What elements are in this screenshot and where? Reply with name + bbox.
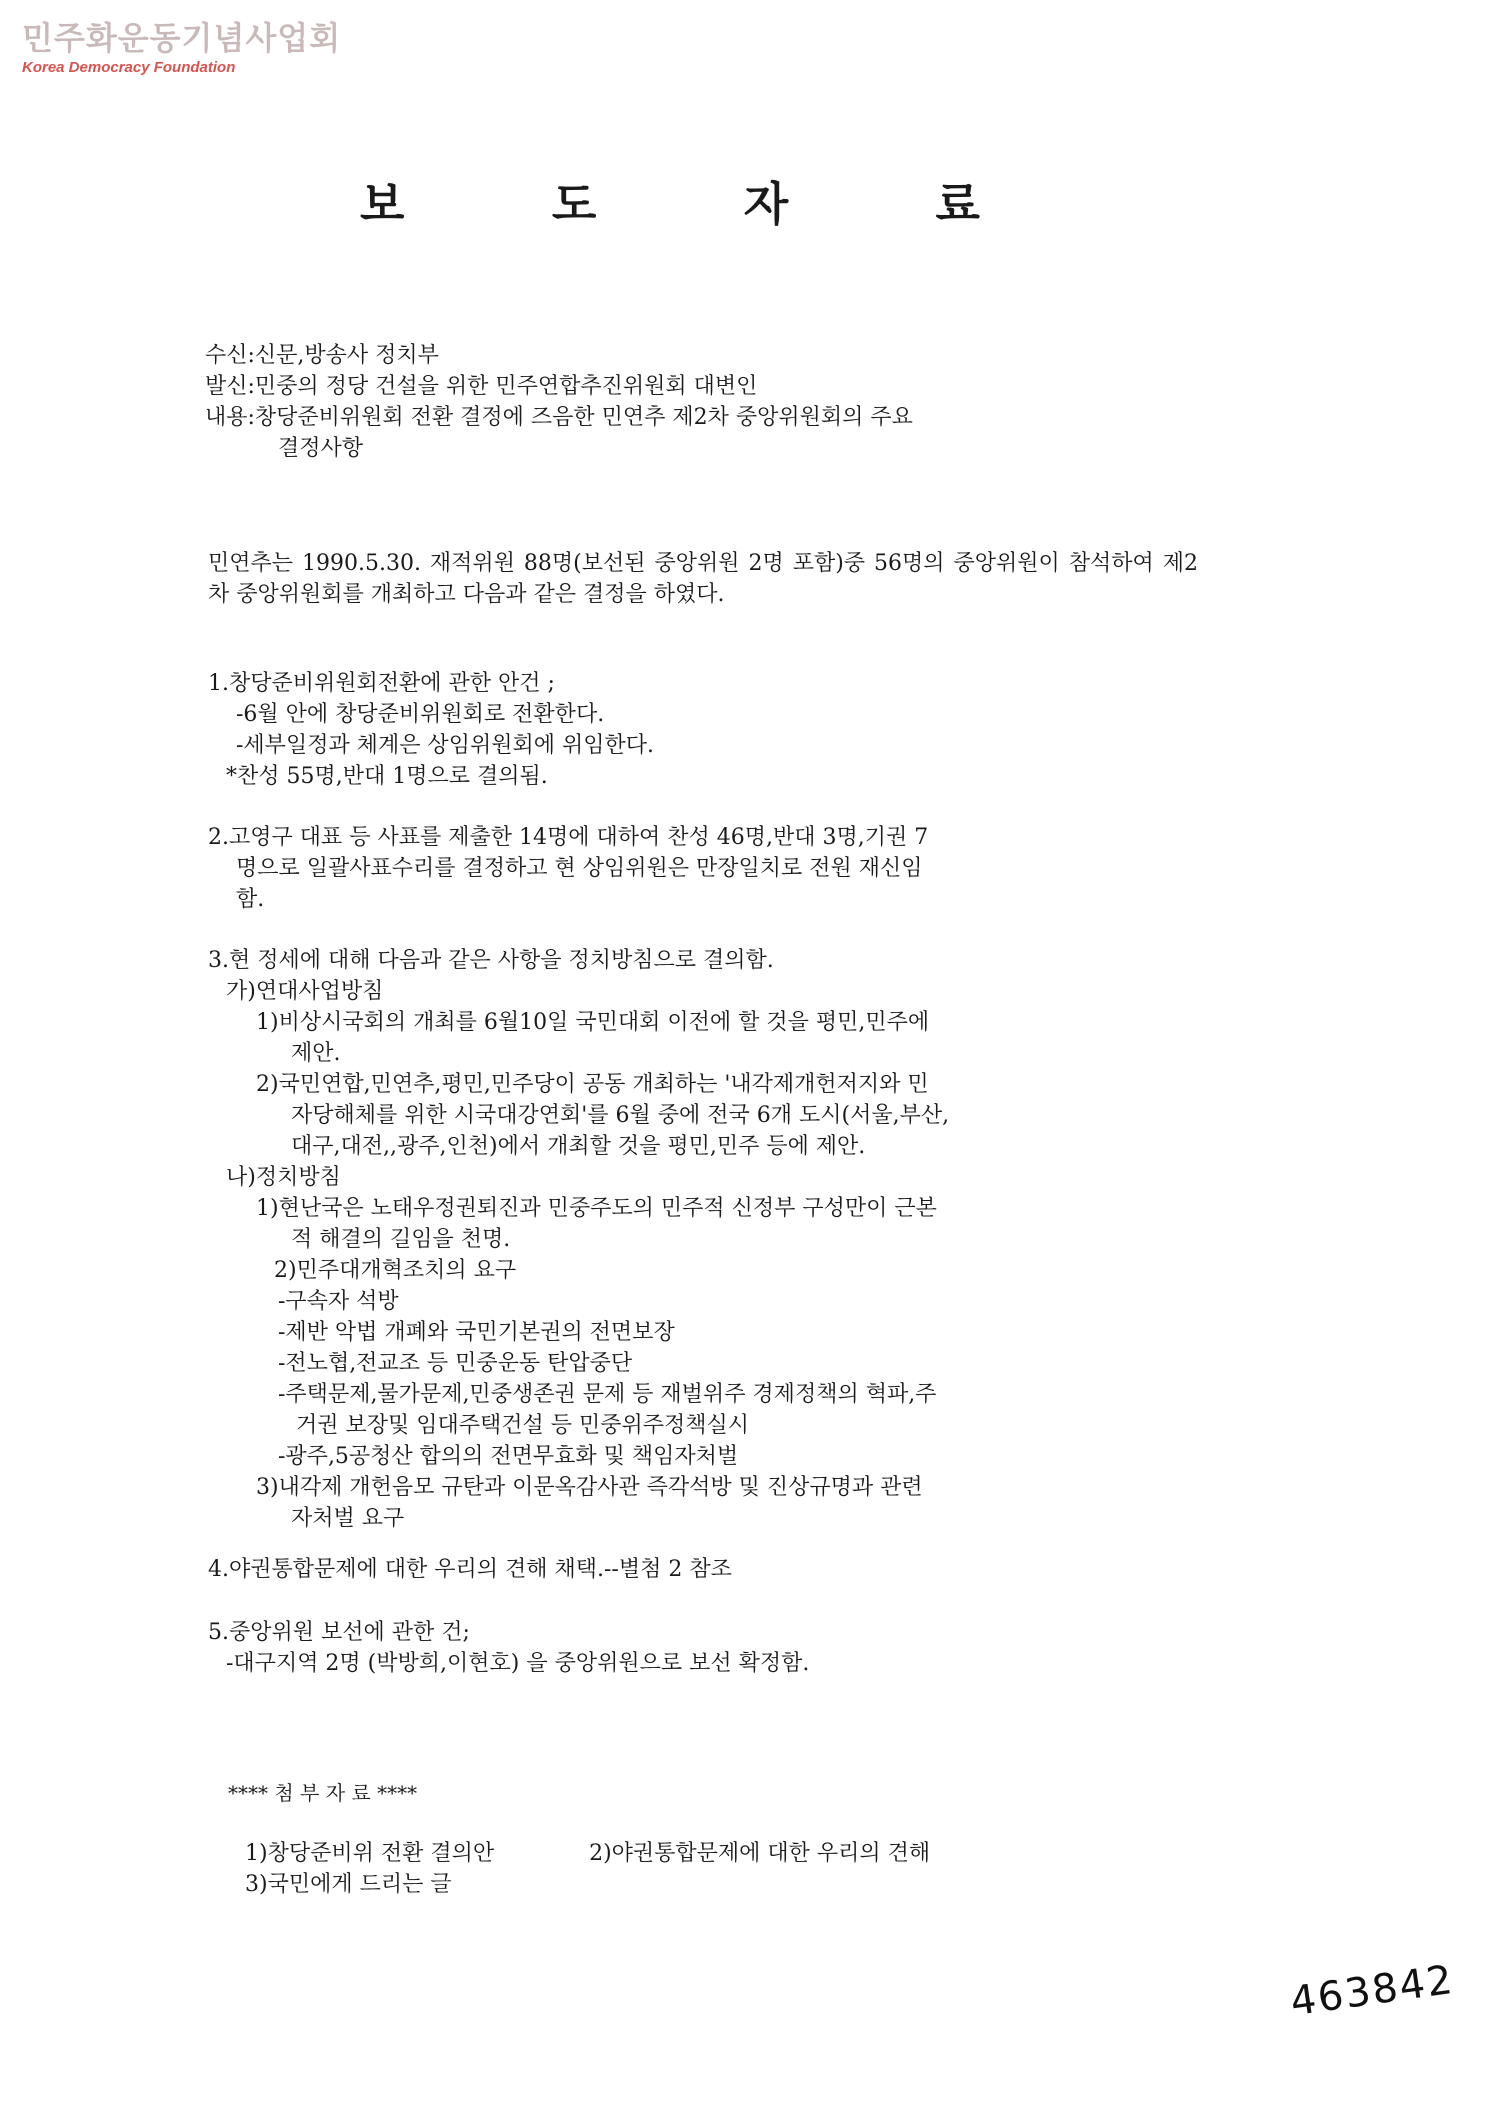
vote-result: *찬성 55명,반대 1명으로 결의됨. xyxy=(226,764,548,789)
item-line: 4.야권통합문제에 대한 우리의 견해 채택.--별첨 2 참조 xyxy=(208,1557,732,1582)
subject-line: 내용:창당준비위원회 전환 결정에 즈음한 민연추 제2차 중앙위원회의 주요 xyxy=(205,405,913,430)
list-item: 2)민주대개혁조치의 요구 xyxy=(274,1258,517,1283)
attachments-list xyxy=(245,1838,930,1900)
foundation-watermark xyxy=(22,18,341,78)
list-item: -대구지역 2명 (박방희,이현호) 을 중앙위원으로 보선 확정함. xyxy=(226,1651,810,1676)
item-heading: 1.창당준비위원회전환에 관한 안건 ; xyxy=(208,671,555,696)
item-heading: 5.중앙위원 보선에 관한 건; xyxy=(208,1620,470,1645)
list-item-continued: 적 해결의 길임을 천명. xyxy=(291,1227,511,1252)
title-char: 자 xyxy=(743,177,789,231)
subsection-heading: 가)연대사업방침 xyxy=(226,979,384,1004)
document-title xyxy=(360,168,980,234)
title-char: 도 xyxy=(551,177,597,231)
list-item-continued: 제안. xyxy=(291,1041,341,1066)
item-4-opposition-merger xyxy=(208,1554,1198,1585)
demand-item: -주택문제,물가문제,민중생존권 문제 등 재벌위주 경제정책의 혁파,주 xyxy=(278,1382,937,1407)
item-2-resignations xyxy=(208,822,1198,915)
watermark-english: Korea Democracy Foundation xyxy=(22,59,236,76)
watermark-korean: 민주화운동기념사업회 xyxy=(22,19,342,57)
item-5-by-election xyxy=(208,1617,1198,1679)
list-item-continued: 자당해체를 위한 시국대강연회'를 6월 중에 전국 6개 도시(서울,부산, xyxy=(291,1103,950,1128)
list-item: 2)국민연합,민연추,평민,민주당이 공동 개최하는 '내각제개헌저지와 민 xyxy=(256,1072,929,1097)
list-item: -6월 안에 창당준비위원회로 전환한다. xyxy=(236,702,605,727)
attachment-item: 1)창당준비위 전환 결의안 xyxy=(245,1841,495,1866)
intro-paragraph: 민연추는 1990.5.30. 재적위원 88명(보선된 중앙위원 2명 포함)중 56명의 중앙위원이 참석하여 제2차 중앙위원회를 개최하고 다음과 같은 결정을 하였다. xyxy=(208,551,1198,607)
item-heading: 3.현 정세에 대해 다음과 같은 사항을 정치방침으로 결의함. xyxy=(208,948,774,973)
subject-line-continued: 결정사항 xyxy=(278,436,364,461)
item-line: 명으로 일괄사표수리를 결정하고 현 상임위원은 만장일치로 전원 재신임 xyxy=(236,856,923,881)
demand-item: -광주,5공청산 합의의 전면무효화 및 책임자처벌 xyxy=(278,1444,739,1469)
item-1-charter-committee xyxy=(208,668,1198,792)
handwritten-number: 463842 xyxy=(1287,1956,1458,2026)
sender-line: 발신:민중의 정당 건설을 위한 민주연합추진위원회 대변인 xyxy=(205,374,758,399)
demand-item: -전노협,전교조 등 민중운동 탄압중단 xyxy=(278,1351,633,1376)
demand-item: -구속자 석방 xyxy=(278,1289,399,1314)
list-item: -세부일정과 체계은 상임위원회에 위임한다. xyxy=(236,733,654,758)
document-header xyxy=(205,340,913,464)
list-item: 3)내각제 개헌음모 규탄과 이문옥감사관 즉각석방 및 진상규명과 관련 xyxy=(256,1475,923,1500)
attachment-item: 3)국민에게 드리는 글 xyxy=(245,1872,452,1897)
recipient-line: 수신:신문,방송사 정치부 xyxy=(205,343,439,368)
item-line: 함. xyxy=(236,887,265,912)
title-char: 보 xyxy=(360,177,405,231)
list-item: 1)비상시국회의 개최를 6월10일 국민대회 이전에 할 것을 평민,민주에 xyxy=(256,1010,930,1035)
title-char: 료 xyxy=(935,177,980,231)
list-item-continued: 자처벌 요구 xyxy=(291,1506,405,1531)
item-line: 2.고영구 대표 등 사표를 제출한 14명에 대하여 찬성 46명,반대 3명,기권 7 xyxy=(208,825,929,850)
list-item-continued: 대구,대전,,광주,인천)에서 개최할 것을 평민,민주 등에 제안. xyxy=(291,1134,866,1159)
attachments-heading: **** 첨 부 자 료 **** xyxy=(228,1781,418,1805)
list-item: 1)현난국은 노태우정권퇴진과 민중주도의 민주적 신정부 구성만이 근본 xyxy=(256,1196,937,1221)
demand-item: -제반 악법 개폐와 국민기본권의 전면보장 xyxy=(278,1320,675,1345)
demand-item-continued: 거권 보장및 임대주택건설 등 민중위주정책실시 xyxy=(296,1413,750,1438)
item-3-political-policy xyxy=(208,945,1198,1534)
subsection-heading: 나)정치방침 xyxy=(226,1165,341,1190)
attachment-item: 2)야권통합문제에 대한 우리의 견해 xyxy=(589,1841,931,1866)
